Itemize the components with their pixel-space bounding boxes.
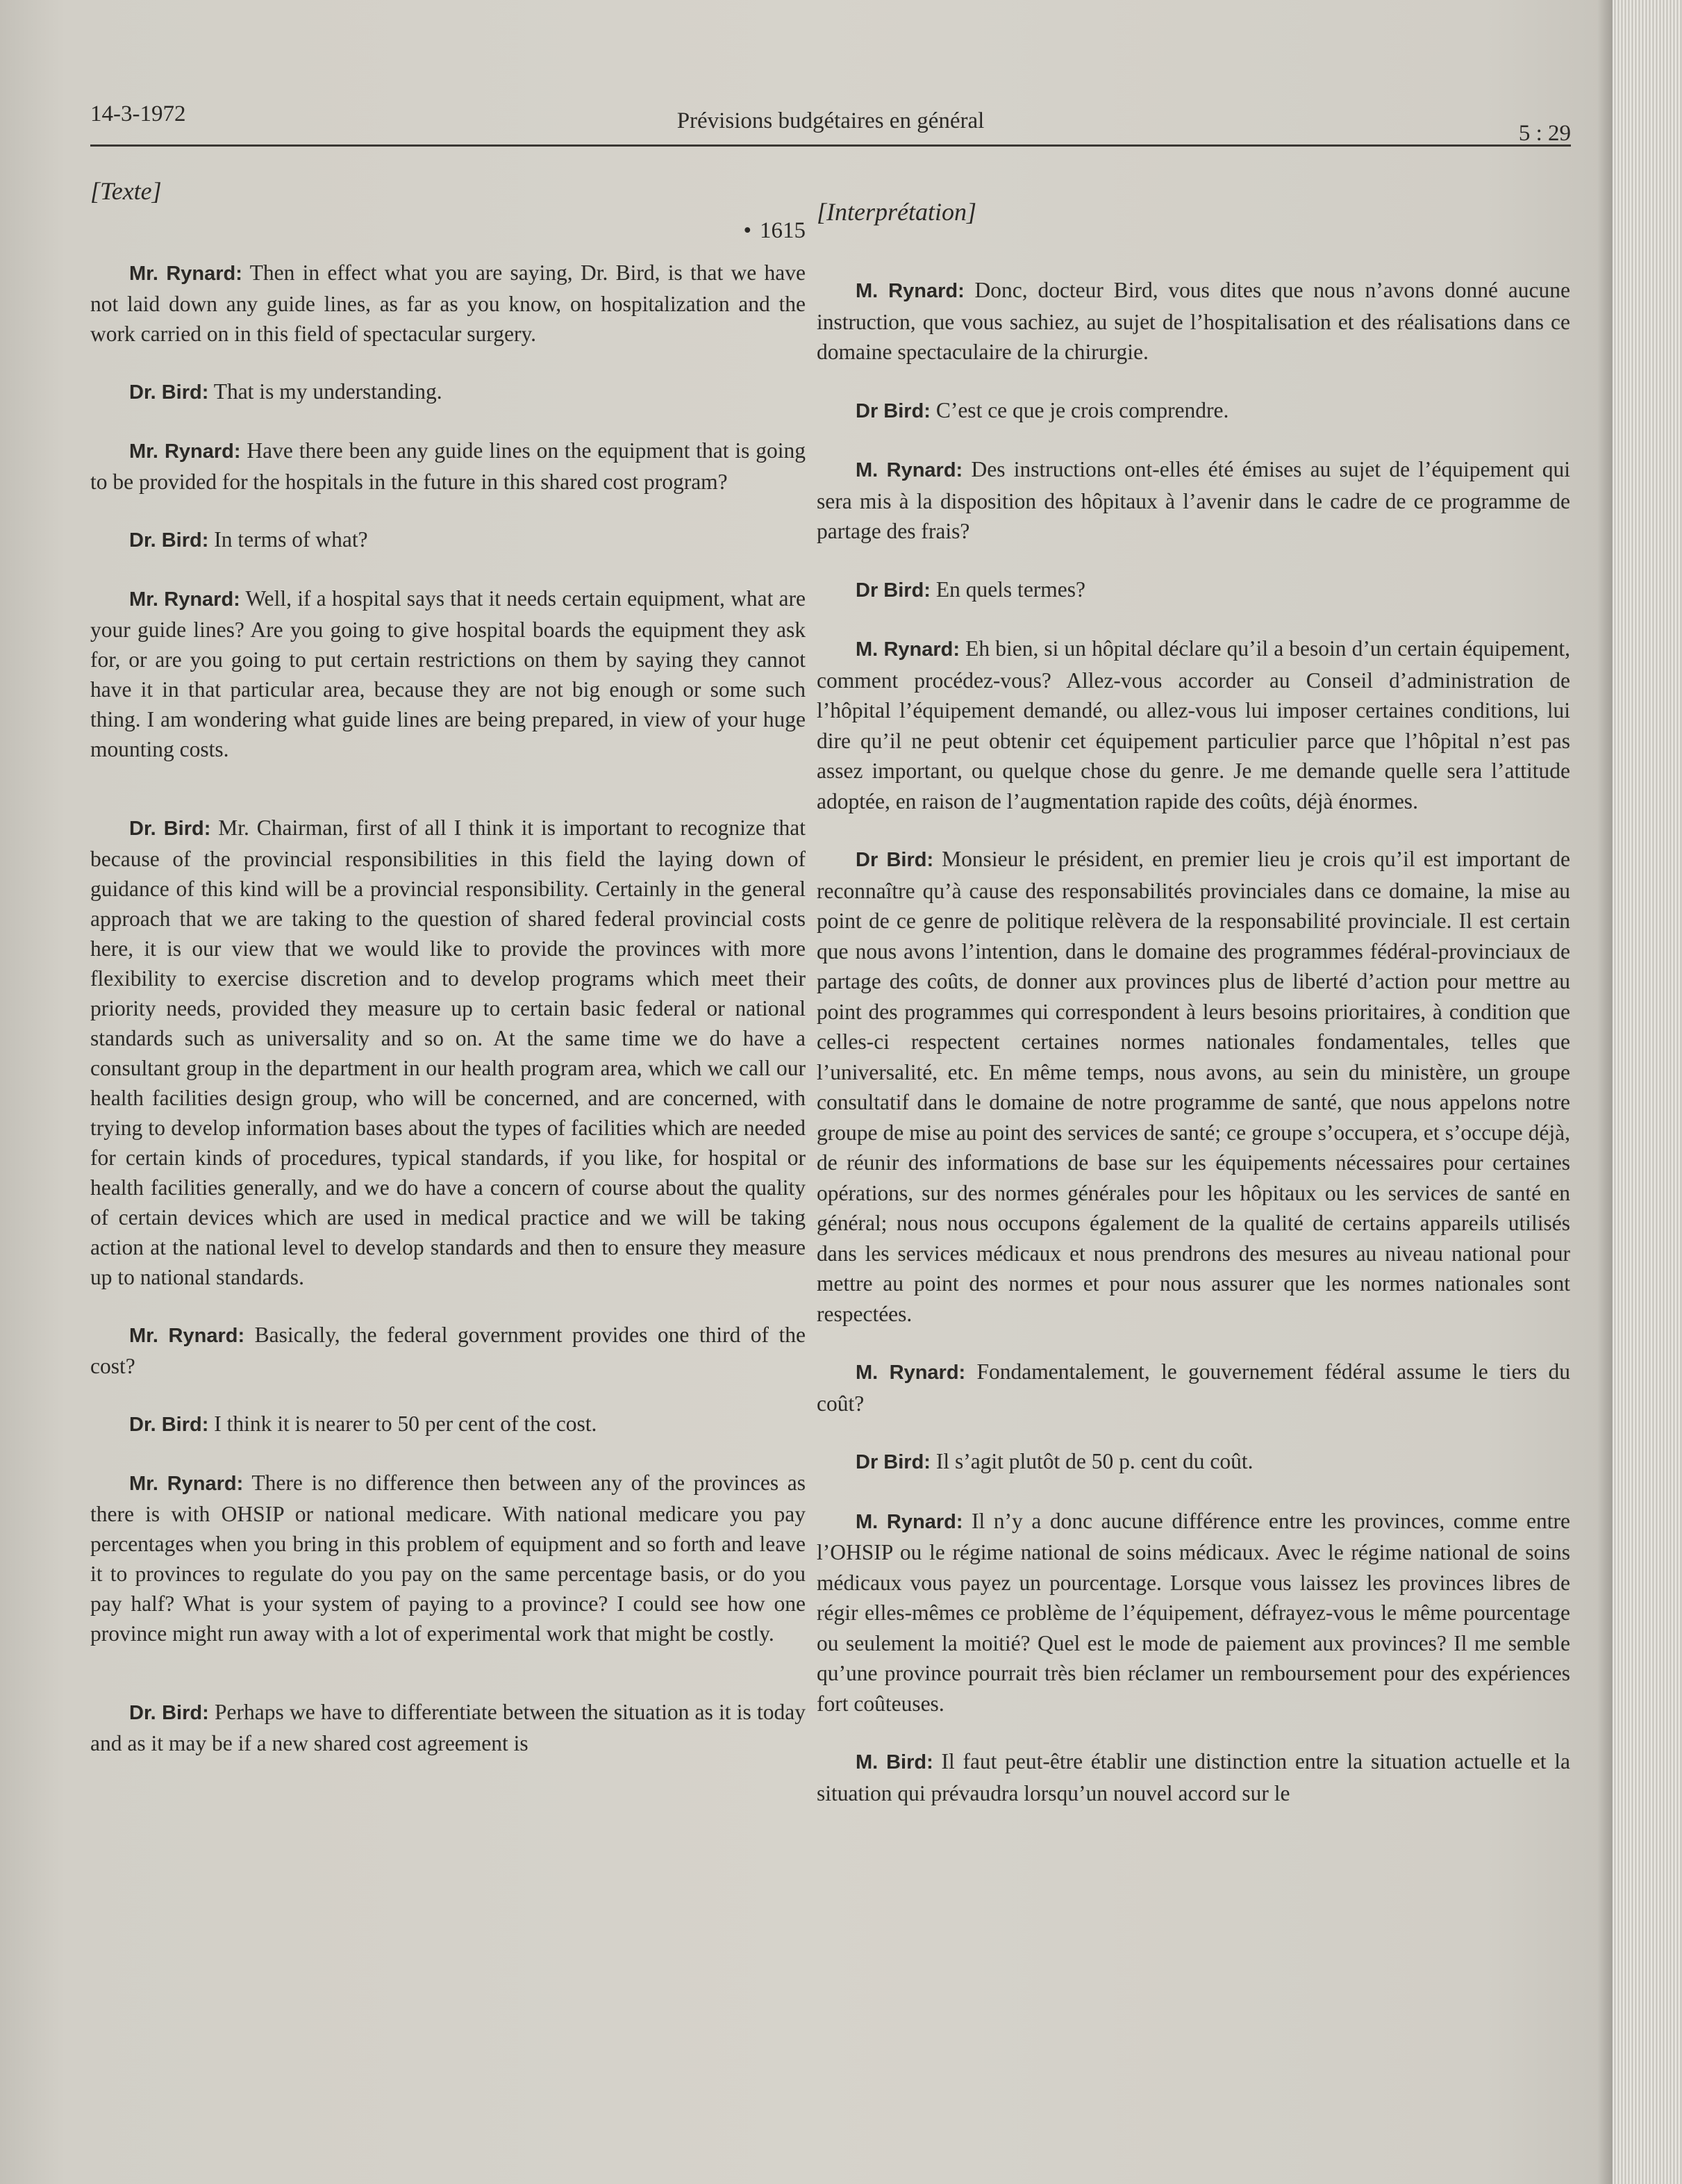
paragraph-text: C’est ce que je crois comprendre. xyxy=(930,397,1229,422)
paragraph xyxy=(90,813,806,1292)
paragraph-text: I think it is nearer to 50 per cent of the cost. xyxy=(208,1412,597,1436)
paragraph-text: Donc, docteur Bird, vous dites que nous n’avons donné aucune instruction, que vous sachiez, au sujet de l’hospitalisation et des réalisations dans ce domaine spectaculaire de la chirurgie. xyxy=(817,278,1570,364)
speaker: M. Rynard: xyxy=(856,459,963,481)
speaker: Mr. Rynard: xyxy=(129,1473,244,1495)
paragraph xyxy=(90,436,806,497)
paragraph-text: Then in effect what you are saying, Dr. Bird, is that we have not laid down any guide lines, as far as you know, on hospitalization and the work carried on in this field of spectacular surgery. xyxy=(90,260,806,346)
header-title: Prévisions budgétaires en général xyxy=(676,108,985,133)
paragraph xyxy=(817,1506,1570,1719)
paragraph-text: Fondamentalement, le gouvernement fédéral assume le tiers du coût? xyxy=(817,1359,1570,1416)
paragraph xyxy=(90,524,806,556)
speaker: Dr. Bird: xyxy=(129,381,209,404)
section-label-text: [Texte] xyxy=(90,177,162,205)
speaker: Dr Bird: xyxy=(856,399,931,422)
speaker: M. Rynard: xyxy=(856,280,965,302)
paragraph xyxy=(90,377,806,408)
paragraph-text: Monsieur le président, en premier lieu je crois qu’il est important de reconnaître qu’à cause des responsabilités provinciales dans ce domaine, la mise au point de ce genre de politique relèvera de la responsabilité provinciale. Il est certain que nous avons l’intention, dans le domaine des programmes fédéral-provinciaux de partage des coûts, de donner aux provinces plus de liberté d’action pour mettre au point des programmes qui correspondent à leurs besoins prioritaires, à condition que celles-ci respectent certaines normes nationales fondamentales, telles que l’universalité, etc. En même temps, nous avons, au sein du ministère, un groupe consultatif dans le domaine de notre programme de santé, que nous appelons notre groupe de mise au point des services de santé; ce groupe s’occupera, et s’occupe déjà, de réunir des informations de base sur les équipements nécessaires pour certaines opérations, sur des normes générales pour les hôpitaux ou les services de santé en général; nous nous occupons également de la qualité de certains appareils utilisés dans les services médicaux et nous prendrons des mesures au niveau national pour mettre au point des normes et pour nous assurer que les normes nationales sont respectées. xyxy=(817,847,1570,1326)
speaker: M. Bird: xyxy=(856,1751,933,1773)
paragraph-text: Have there been any guide lines on the equipment that is going to be provided for the hospitals in the future in this shared cost program? xyxy=(90,438,806,494)
paragraph xyxy=(817,395,1570,427)
speaker: Mr. Rynard: xyxy=(129,440,241,463)
paragraph xyxy=(90,1468,806,1648)
paragraph xyxy=(817,454,1570,547)
paragraph xyxy=(90,1697,806,1758)
english-column xyxy=(90,176,806,1786)
section-label-interpretation: [Interprétation] xyxy=(817,198,976,226)
paragraph-text: Il n’y a donc aucune différence entre les provinces, comme entre l’OHSIP ou le régime national de soins médicaux. Avec le régime national de soins médicaux vous payez un pourcentage. Lorsque vous laissez les provinces libres de régir elles-mêmes ce problème de l’équipement, défrayez-vous le même pourcentage ou seulement la moitié? Quel est le mode de paiement aux provinces? Il me semble qu’une province pourrait très bien réclamer un remboursement pour des expériences fort coûteuses. xyxy=(817,1508,1570,1716)
paragraph xyxy=(817,275,1570,367)
speaker: Mr. Rynard: xyxy=(129,1325,245,1347)
paragraph-text: Perhaps we have to differentiate between the situation as it is today and as it may be if a new shared cost agreement is xyxy=(90,1700,806,1755)
paragraph-text: In terms of what? xyxy=(208,527,368,552)
paragraph xyxy=(817,1357,1570,1418)
paragraph xyxy=(817,1446,1570,1478)
speaker: M. Rynard: xyxy=(856,1510,963,1533)
paragraph-text: Eh bien, si un hôpital déclare qu’il a besoin d’un certain équipement, comment procédez-vous? Allez-vous accorder au Conseil d’administration de l’hôpital l’équipement demandé, ou allez-vous lui imposer certaines conditions, lui dire qu’il ne peut obtenir cet équipement particulier parce que l’hôpital n’est pas assez important, ou quelque chose du genre. Je me demande quelle sera l’attitude adoptée, en raison de l’augmentation rapide des coûts, déjà énormes. xyxy=(817,636,1571,813)
speaker: Dr Bird: xyxy=(856,849,934,871)
speaker: Dr. Bird: xyxy=(129,529,209,552)
timestamp xyxy=(90,218,806,244)
speaker: Dr. Bird: xyxy=(129,1702,209,1724)
speaker: M. Rynard: xyxy=(856,638,960,661)
paragraph-text: That is my understanding. xyxy=(208,379,442,404)
paragraph-text: Il faut peut-être établir une distinction entre la situation actuelle et la situation qui prévaudra lorsqu’un nouvel accord sur le xyxy=(817,1749,1570,1805)
bullet-icon: • xyxy=(743,218,751,243)
speaker: Dr Bird: xyxy=(856,1451,931,1473)
speaker: Dr. Bird: xyxy=(129,818,211,840)
book-page-edges xyxy=(1613,0,1682,2184)
paragraph-text: Well, if a hospital says that it needs certain equipment, what are your guide lines? Are you going to give hospital boards the equipment they ask for, or are you going to put certain restrictions on them by saying they cannot have it in that particular area, because they are not big enough or some such thing. I am wondering what guide lines are being prepared, in view of your huge mounting costs. xyxy=(90,586,806,761)
paragraph-text: Mr. Chairman, first of all I think it is important to recognize that because of the provincial responsibilities in this field the laying down of guidance of this kind will be a provincial responsibility. Certainly in the general approach that we are taking to the question of shared federal provincial costs here, it is our view that we would like to provide the provinces with more flexibility to exercise discretion and to develop programs which meet their priority needs, provided they measure up to certain basic federal or national standards such as universality and so on. At the same time we do have a consultant group in the department in our health program area, which we call our health facilities design group, who will be concerned, and are concerned, with trying to develop information bases about the types of facilities which are needed for certain kinds of procedures, typical standards, if you like, for hospital or health facilities generally, and we do have a concern of course about the quality of certain devices which are used in medical practice and we will be taking action at the national level to develop standards and then to ensure they measure up to national standards. xyxy=(90,816,806,1289)
paragraph xyxy=(90,584,806,764)
paragraph-text: En quels termes? xyxy=(930,577,1086,602)
paragraph-text: Il s’agit plutôt de 50 p. cent du coût. xyxy=(930,1449,1254,1473)
speaker: Mr. Rynard: xyxy=(129,263,242,285)
header-date: 14-3-1972 xyxy=(90,101,186,126)
paragraph xyxy=(817,844,1570,1329)
speaker: M. Rynard: xyxy=(856,1362,966,1384)
paragraph xyxy=(817,634,1570,816)
header-page-number: 5 : 29 xyxy=(1518,121,1571,146)
paragraph-text: Basically, the federal government provides one third of the cost? xyxy=(90,1323,806,1378)
paragraph-text: There is no difference then between any of the provinces as there is with OHSIP or national medicare. With national medicare you pay percentages when you bring in this problem of equipment and so forth and leave it to provinces to regulate do you pay on the same percentage basis, or do you pay half? What is your system of paying to a province? I could see how one province might run away with a lot of experimental work that might be costly. xyxy=(90,1471,806,1646)
speaker: Dr. Bird: xyxy=(129,1414,209,1436)
paragraph xyxy=(817,574,1570,606)
speaker: Dr Bird: xyxy=(856,579,931,602)
speaker: Mr. Rynard: xyxy=(129,588,240,611)
paragraph xyxy=(90,1320,806,1381)
running-header xyxy=(90,96,1571,147)
paragraph xyxy=(90,1409,806,1440)
paragraph-text: Des instructions ont-elles été émises au sujet de l’équipement qui sera mis à la disposition des hôpitaux à l’avenir dans le cadre de ce programme de partage des frais? xyxy=(817,457,1570,543)
french-column xyxy=(817,176,1570,1836)
timestamp-value: 1615 xyxy=(760,218,806,243)
paragraph xyxy=(817,1746,1570,1808)
paragraph xyxy=(90,258,806,349)
